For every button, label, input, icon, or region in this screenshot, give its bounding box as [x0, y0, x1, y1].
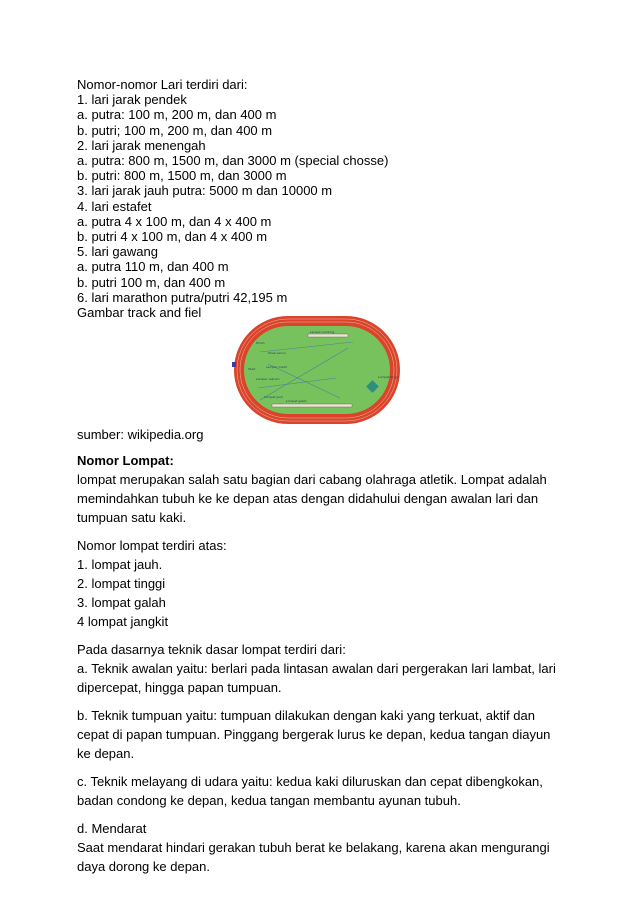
- list-intro: Nomor lompat terdiri atas:: [77, 538, 227, 553]
- lempar-martil-label: Lempar martil: [266, 365, 288, 369]
- teknik-d-line: Saat mendarat hindari gerakan tubuh berat ke belakang, karena akan mengurangi: [77, 840, 550, 855]
- list-item: b. putri: 800 m, 1500 m, dan 3000 m: [77, 168, 287, 184]
- figure-caption: Gambar track and fiel: [77, 305, 202, 321]
- list-item: 4. lari estafet: [77, 198, 152, 214]
- list-item: 3. lari jarak jauh putra: 5000 m dan 10000 m: [77, 183, 333, 199]
- teknik-d-line: d. Mendarat: [77, 821, 147, 836]
- teknik-d-line: daya dorong ke depan.: [77, 859, 210, 874]
- lompat-galah-label: Lompat galah: [286, 399, 307, 403]
- start-marker: [232, 362, 236, 367]
- source-line: [77, 425, 577, 444]
- section-heading: Nomor Lompat:: [77, 453, 174, 468]
- list-item: 1. lari jarak pendek: [77, 92, 187, 108]
- list-item: b. putri; 100 m, 200 m, dan 400 m: [77, 122, 273, 138]
- long-jump-pit: [308, 334, 348, 337]
- teknik-c-line: c. Teknik melayang di udara yaitu: kedua kaki diluruskan dan cepat dibengkokan,: [77, 774, 543, 789]
- lempar-lembing-label: Lempar lembing: [310, 330, 335, 334]
- lompat-section: [77, 451, 577, 876]
- lari-intro: Nomor-nomor Lari terdiri dari:: [77, 77, 248, 92]
- list-item: 4 lompat jangkit: [77, 614, 169, 629]
- list-item: 2. lompat tinggi: [77, 576, 166, 591]
- teknik-a-line: a. Teknik awalan yaitu: berlari pada lintasan awalan dari pergerakan lari lambat, lari: [77, 661, 556, 676]
- track-and-field-diagram: [228, 312, 406, 429]
- teknik-b-line: cepat di papan tumpuan. Pinggang bergerak lurus ke depan, kedua tangan diayun: [77, 727, 551, 742]
- lari-section: [77, 77, 577, 320]
- list-item: b. putri 4 x 100 m, dan 4 x 400 m: [77, 229, 268, 245]
- lompat-tinggi-label: Lompat tinggi: [378, 375, 399, 379]
- teknik-c-line: badan condong ke depan, kedua tangan membantu ayunan tubuh.: [77, 793, 461, 808]
- lempar-cakram-label: Lempar cakram: [256, 377, 280, 381]
- list-item: a. putra 110 m, dan 400 m: [77, 259, 229, 275]
- list-item: 2. lari jarak menengah: [77, 137, 206, 153]
- tolak-peluru-label: Tolak peluru: [268, 351, 287, 355]
- teknik-a-line: dipercepat, hingga papan tumpuan.: [77, 680, 282, 695]
- paragraph-line: memindahkan tubuh ke ke depan atas dengan didahului dengan awalan lari dan: [77, 491, 539, 506]
- infield: [244, 326, 390, 414]
- list-item: 3. lompat galah: [77, 595, 166, 610]
- list-item: a. putra: 100 m, 200 m, dan 400 m: [77, 107, 277, 123]
- pole-vault-runway: [272, 404, 352, 407]
- list-item: 1. lompat jauh.: [77, 557, 163, 572]
- source-text: sumber: wikipedia.org: [77, 427, 204, 442]
- teknik-b-line: ke depan.: [77, 746, 135, 761]
- teknik-b-line: b. Teknik tumpuan yaitu: tumpuan dilakukan dengan kaki yang terkuat, aktif dan: [77, 708, 535, 723]
- list-item: a. putra: 800 m, 1500 m, dan 3000 m (special chosse): [77, 153, 389, 169]
- finish-label: Finish: [256, 341, 265, 345]
- paragraph-line: tumpuan satu kaki.: [77, 510, 187, 525]
- lompat-jauh-label: Lompat jauh: [264, 395, 283, 399]
- list-item: b. putri 100 m, dan 400 m: [77, 274, 226, 290]
- paragraph-line: lompat merupakan salah satu bagian dari cabang olahraga atletik. Lompat adalah: [77, 472, 547, 487]
- teknik-title: Pada dasarnya teknik dasar lompat terdiri dari:: [77, 642, 346, 657]
- start-label: Start: [248, 367, 256, 371]
- list-item: 5. lari gawang: [77, 244, 158, 260]
- list-item: a. putra 4 x 100 m, dan 4 x 400 m: [77, 213, 272, 229]
- list-item: 6. lari marathon putra/putri 42,195 m: [77, 289, 288, 305]
